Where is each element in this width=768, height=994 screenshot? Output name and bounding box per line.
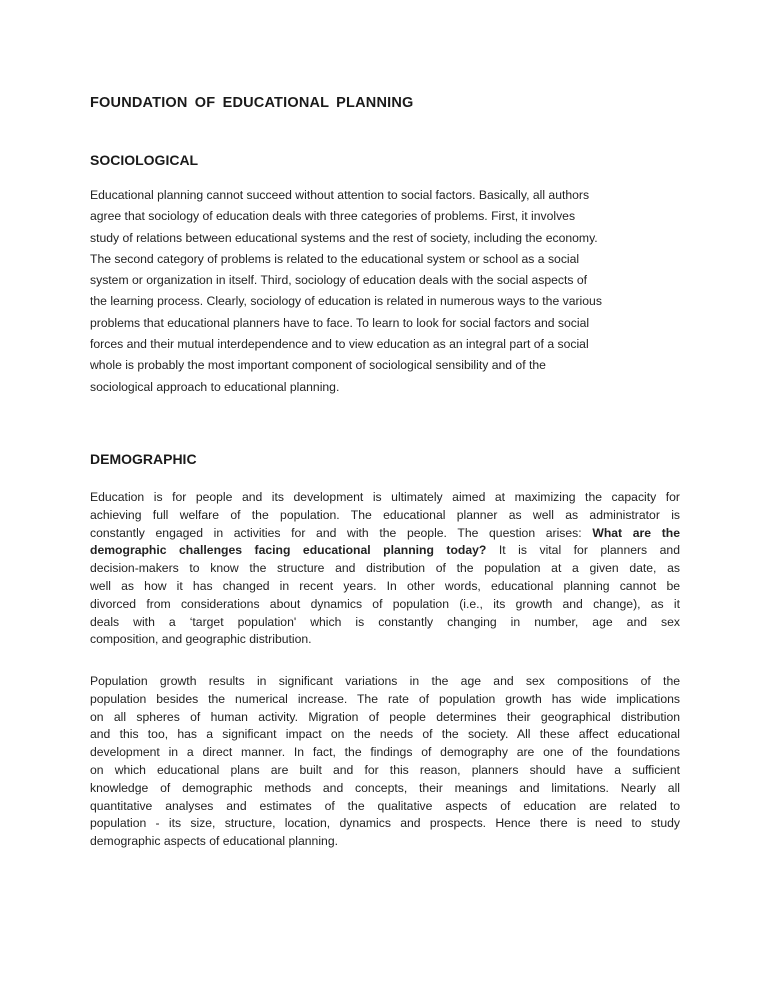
text-line: Educational planning cannot succeed without attention to social factors. Basically, all authors	[90, 188, 590, 202]
paragraph-sociological	[90, 185, 680, 398]
paragraph-demographic-1	[90, 489, 680, 649]
heading-sociological: SOCIOLOGICAL	[90, 152, 199, 168]
text-line: agree that sociology of education deals with three categories of problems. First, it involves	[90, 209, 576, 224]
text-fragment: It is vital for planners and	[498, 543, 680, 558]
text-line: Population growth results in significant variations in the age and sex compositions of the	[90, 674, 680, 688]
text-line: on all spheres of human activity. Migration of people determines their geographical distribution	[90, 709, 680, 724]
text-line: population - its size, structure, location, dynamics and prospects. Hence there is need to study	[90, 816, 680, 831]
heading-demographic: DEMOGRAPHIC	[90, 451, 197, 467]
text-line: on which educational plans are built and for this reason, planners should have a sufficient	[90, 762, 680, 777]
document-title: FOUNDATION OF EDUCATIONAL PLANNING	[90, 95, 414, 111]
text-line-with-question	[90, 542, 680, 560]
paragraph-demographic-2	[90, 673, 680, 851]
text-line: demographic aspects of educational planning.	[90, 834, 338, 849]
text-line: forces and their mutual interdependence and to view education as an integral part of a social	[90, 337, 589, 352]
text-line: decision-makers to know the structure and distribution of the population at a given date, as	[90, 561, 680, 576]
text-line: achieving full welfare of the population. The educational planner as well as administrator is	[90, 507, 680, 522]
text-line: knowledge of demographic methods and concepts, their meanings and limitations. Nearly all	[90, 780, 680, 795]
text-line: deals with a ‘target population' which is constantly changing in number, age and sex	[90, 614, 680, 629]
text-line: divorced from considerations about dynamics of population (i.e., its growth and change), as it	[90, 596, 680, 611]
text-line: quantitative analyses and estimates of the qualitative aspects of education are related to	[90, 798, 680, 813]
text-line: the learning process. Clearly, sociology of education is related in numerous ways to the various	[90, 294, 602, 309]
text-line: development in a direct manner. In fact, the findings of demography are one of the foundations	[90, 745, 680, 760]
text-line: study of relations between educational systems and the rest of society, including the economy.	[90, 230, 598, 245]
text-line: well as how it has changed in recent years. In other words, educational planning cannot be	[90, 578, 680, 593]
text-line: Education is for people and its development is ultimately aimed at maximizing the capacity for	[90, 490, 680, 504]
text-line: The second category of problems is related to the educational system or school as a social	[90, 251, 580, 266]
text-line-with-question	[90, 525, 680, 543]
text-fragment: constantly engaged in activities for and with the people. The question arises:	[90, 525, 582, 540]
text-line: problems that educational planners have to face. To learn to look for social factors and social	[90, 315, 590, 330]
text-line: whole is probably the most important component of sociological sensibility and of the	[90, 358, 546, 373]
question-bold-start: What are the	[592, 525, 680, 540]
text-line: and this too, has a significant impact on the needs of the society. All these affect educational	[90, 727, 680, 742]
question-bold: demographic challenges facing educational planning today?	[90, 543, 487, 558]
text-line: sociological approach to educational planning.	[90, 379, 340, 394]
text-line: population besides the numerical increase. The rate of population growth has wide implications	[90, 691, 680, 706]
text-line: composition, and geographic distribution.	[90, 632, 312, 647]
text-line: system or organization in itself. Third, sociology of education deals with the social aspects of	[90, 273, 588, 288]
